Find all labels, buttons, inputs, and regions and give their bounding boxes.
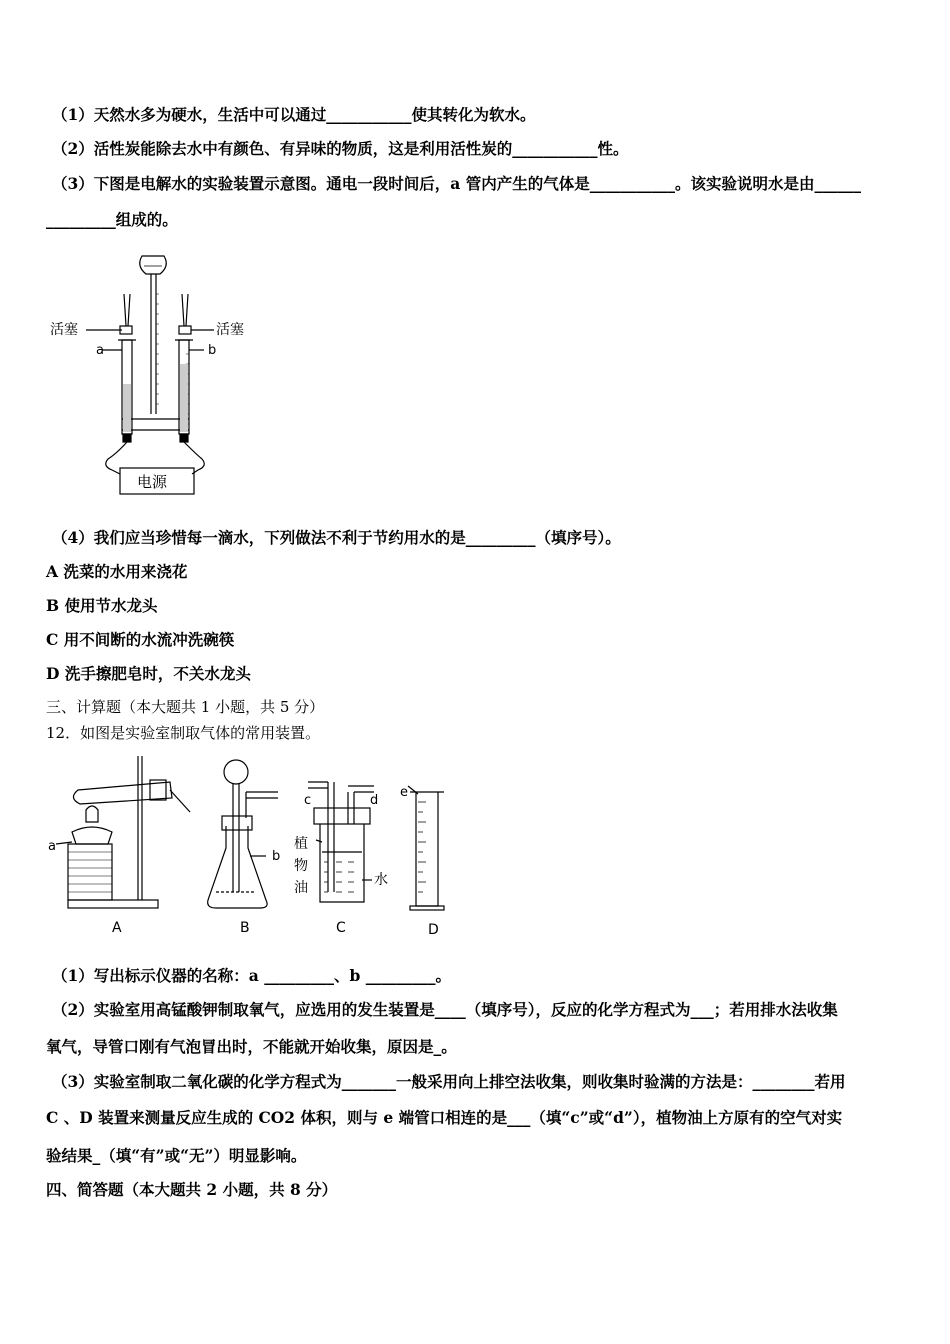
caption-c: C [336,920,346,936]
tube-label-b: b [208,343,217,358]
label-d: d [370,793,379,808]
water-label: 水 [374,872,388,888]
oil-label-2: 物 [294,858,308,874]
q12-part2-cont: 氧气，导管口刚有气泡冒出时，不能就开始收集，原因是_。 [46,1037,457,1056]
q12-part3: （3）实验室制取二氧化碳的化学方程式为_______一般采用向上排空法收集，则收集时验满的方法是：________若用 [52,1072,846,1091]
electrolysis-figure [46,244,266,500]
q12-part2: （2）实验室用高锰酸钾制取氧气，应选用的发生装置是____（填序号），反应的化学方程式为___；若用排水法收集 [52,1000,838,1019]
label-b: b [272,849,281,864]
q12-stem: 12．如图是实验室制取气体的常用装置。 [46,724,321,742]
q11-part2: （2）活性炭能除去水中有颜色、有异味的物质，这是利用活性炭的___________性。 [52,139,629,158]
valve-label-right: 活塞 [216,322,244,338]
option-b: B 使用节水龙头 [46,596,158,615]
option-d: D 洗手擦肥皂时，不关水龙头 [46,664,251,683]
caption-a: A [112,920,122,936]
power-label: 电源 [137,473,168,491]
tube-label-a: a [96,343,104,358]
caption-d: D [428,922,439,938]
oil-label-3: 油 [294,880,308,896]
q12-part3-cont1: C 、D 装置来测量反应生成的 CO2 体积，则与 e 端管口相连的是___（填“c”或“d”），植物油上方原有的空气对实 [46,1108,843,1127]
valve-label-left: 活塞 [50,322,78,338]
label-a: a [48,839,56,854]
section-3-heading: 三、计算题（本大题共 1 小题，共 5 分） [46,698,325,716]
label-c: c [304,793,312,808]
q12-part3-cont2: 验结果_（填“有”或“无”）明显影响。 [46,1146,307,1165]
option-c: C 用不间断的水流冲洗碗筷 [46,630,235,649]
option-a: A 洗菜的水用来浇花 [46,562,188,581]
q11-part3: （3）下图是电解水的实验装置示意图。通电一段时间后，a 管内产生的气体是___________。该实验说明水是由______ [52,174,861,193]
caption-b: B [240,920,250,936]
oil-label-1: 植 [294,836,308,852]
q11-part1: （1）天然水多为硬水，生活中可以通过___________使其转化为软水。 [52,105,536,124]
gas-apparatus-figure [46,752,466,938]
label-e: e [400,785,408,800]
section-4-heading: 四、简答题（本大题共 2 小题，共 8 分） [46,1180,338,1199]
q12-part1: （1）写出标示仪器的名称：a _________、b _________。 [52,966,451,985]
q11-part4: （4）我们应当珍惜每一滴水，下列做法不利于节约用水的是_________（填序号）。 [52,528,621,547]
q11-part3-cont: _________组成的。 [46,210,178,229]
